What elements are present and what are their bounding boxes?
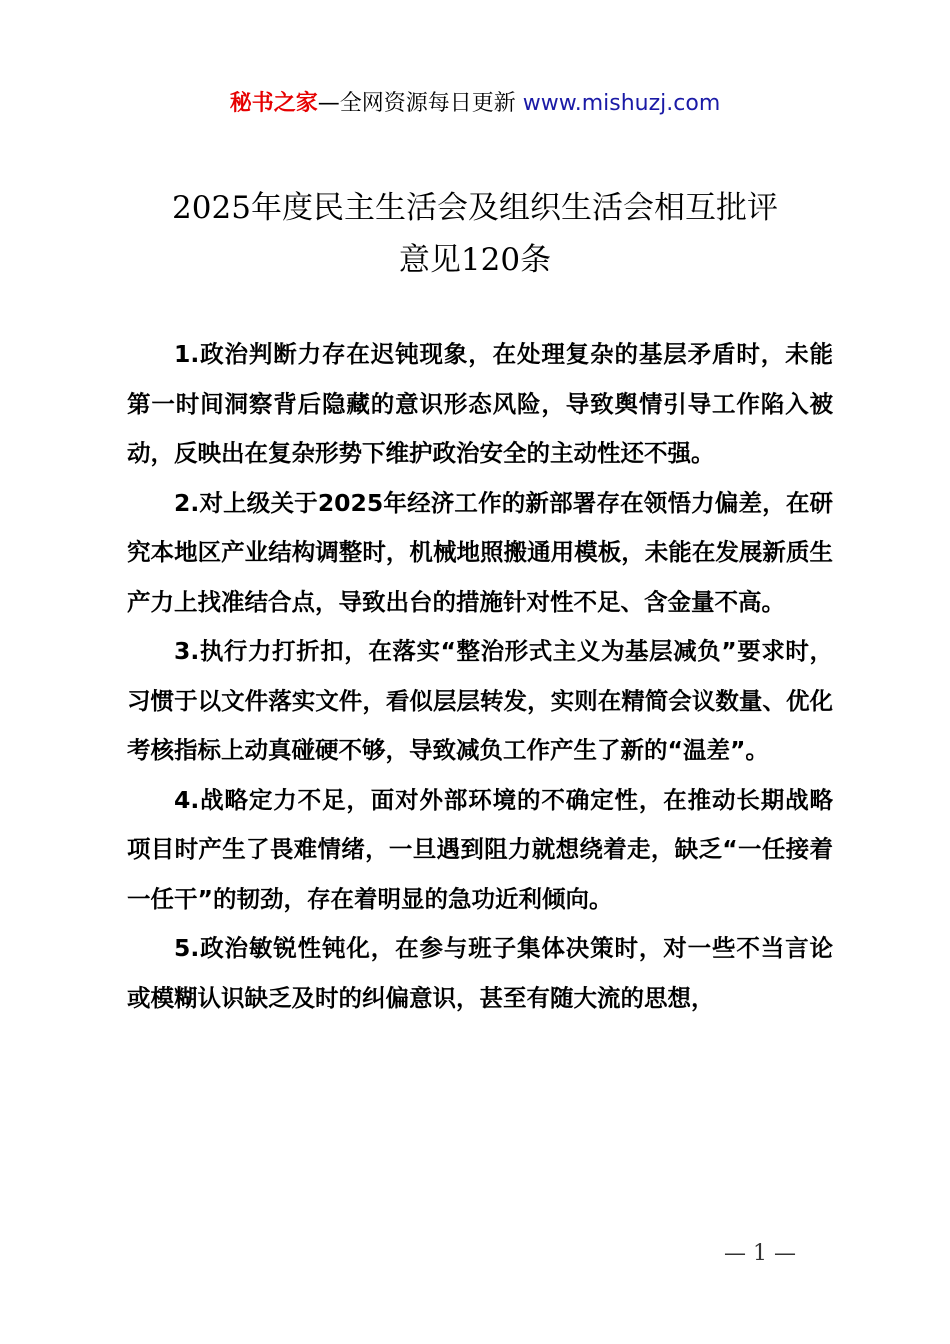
document-title-line-1: 2025年度民主生活会及组织生活会相互批评: [172, 190, 778, 226]
site-tagline: —全网资源每日更新: [317, 91, 523, 116]
page-number: — 1 —: [724, 1241, 796, 1266]
site-url-link[interactable]: www.mishuzj.com: [522, 91, 721, 116]
criticism-item-3: 3.执行力打折扣，在落实“整治形式主义为基层减负”要求时，习惯于以文件落实文件，看似层层转发，实则在精简会议数量、优化考核指标上动真碰硬不够，导致减负工作产生了新的“温差”。: [127, 637, 833, 764]
document-title: [95, 182, 855, 286]
document-title-line-2: 意见120条: [398, 242, 552, 278]
criticism-item-1: 1.政治判断力存在迟钝现象，在处理复杂的基层矛盾时，未能第一时间洞察背后隐藏的意识形态风险，导致舆情引导工作陷入被动，反映出在复杂形势下维护政治安全的主动性还不强。: [127, 340, 833, 467]
criticism-item-4: 4.战略定力不足，面对外部环境的不确定性，在推动长期战略项目时产生了畏难情绪，一旦遇到阻力就想绕着走，缺乏“一任接着一任干”的韧劲，存在着明显的急功近利倾向。: [127, 785, 833, 913]
document-body: [127, 330, 833, 1023]
site-header: [0, 88, 950, 120]
site-brand: 秘书之家: [229, 91, 318, 116]
criticism-item-2: 2.对上级关于2025年经济工作的新部署存在领悟力偏差，在研究本地区产业结构调整时，机械地照搬通用模板，未能在发展新质生产力上找准结合点，导致出台的措施针对性不足、含金量不高。: [127, 488, 833, 616]
criticism-item-5: 5.政治敏锐性钝化，在参与班子集体决策时，对一些不当言论或模糊认识缺乏及时的纠偏意识，甚至有随大流的思想，: [127, 934, 833, 1012]
